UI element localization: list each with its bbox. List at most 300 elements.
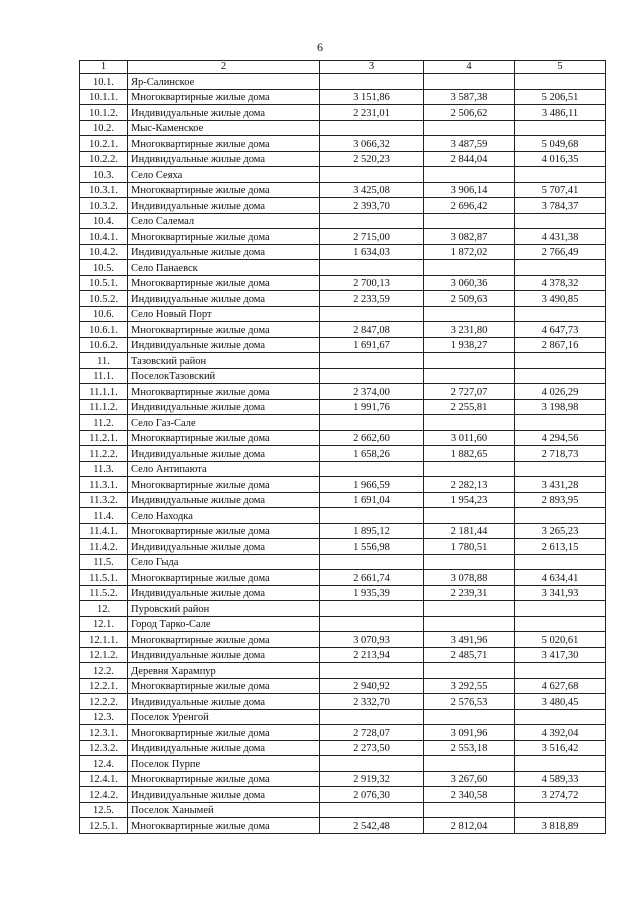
row-code: 10.5. — [80, 260, 128, 276]
value-col-4: 2 553,18 — [424, 740, 515, 756]
row-name: Село Находка — [128, 508, 320, 524]
table-row — [80, 818, 606, 834]
value-col-4: 3 231,80 — [424, 322, 515, 338]
row-name: Село Новый Порт — [128, 306, 320, 322]
value-col-5: 4 378,32 — [515, 275, 606, 291]
row-name: Город Тарко-Сале — [128, 616, 320, 632]
row-name: Село Гыда — [128, 554, 320, 570]
row-code: 10.2.2. — [80, 151, 128, 167]
value-col-3 — [320, 663, 424, 679]
value-col-5: 3 198,98 — [515, 399, 606, 415]
table-row — [80, 492, 606, 508]
value-col-3 — [320, 368, 424, 384]
price-table — [79, 60, 606, 834]
value-col-4 — [424, 601, 515, 617]
table-row — [80, 632, 606, 648]
row-name: Пуровский район — [128, 601, 320, 617]
value-col-4: 2 509,63 — [424, 291, 515, 307]
row-code: 11.3.1. — [80, 477, 128, 493]
row-name: Поселок Уренгой — [128, 709, 320, 725]
table-row — [80, 182, 606, 198]
table-row — [80, 213, 606, 229]
value-col-4: 3 078,88 — [424, 570, 515, 586]
value-col-3 — [320, 260, 424, 276]
row-name: Индивидуальные жилые дома — [128, 337, 320, 353]
value-col-4: 2 181,44 — [424, 523, 515, 539]
value-col-3: 2 919,32 — [320, 771, 424, 787]
row-name: Многоквартирные жилые дома — [128, 818, 320, 834]
row-name: Яр-Салинское — [128, 74, 320, 90]
row-name: Село Салемал — [128, 213, 320, 229]
value-col-4: 2 485,71 — [424, 647, 515, 663]
row-name: Индивидуальные жилые дома — [128, 446, 320, 462]
row-code: 11.2.1. — [80, 430, 128, 446]
value-col-3 — [320, 306, 424, 322]
row-code: 10.5.2. — [80, 291, 128, 307]
row-code: 12.5. — [80, 802, 128, 818]
value-col-4: 3 487,59 — [424, 136, 515, 152]
row-name: Село Панаевск — [128, 260, 320, 276]
value-col-3 — [320, 353, 424, 369]
table-row — [80, 461, 606, 477]
table-row — [80, 322, 606, 338]
page-number: 6 — [317, 40, 323, 54]
row-code: 11.2.2. — [80, 446, 128, 462]
row-code: 12.4.2. — [80, 787, 128, 803]
value-col-4 — [424, 167, 515, 183]
row-code: 10.4.2. — [80, 244, 128, 260]
row-name: Многоквартирные жилые дома — [128, 725, 320, 741]
table-row — [80, 260, 606, 276]
value-col-4 — [424, 802, 515, 818]
value-col-3 — [320, 415, 424, 431]
row-code: 12. — [80, 601, 128, 617]
table-row — [80, 585, 606, 601]
table-row — [80, 89, 606, 105]
value-col-5 — [515, 260, 606, 276]
value-col-4 — [424, 616, 515, 632]
value-col-3: 1 691,67 — [320, 337, 424, 353]
value-col-4: 3 292,55 — [424, 678, 515, 694]
value-col-3: 2 715,00 — [320, 229, 424, 245]
row-code: 11.1.1. — [80, 384, 128, 400]
row-name: Многоквартирные жилые дома — [128, 771, 320, 787]
value-col-3: 2 542,48 — [320, 818, 424, 834]
value-col-3 — [320, 508, 424, 524]
value-col-5: 2 613,15 — [515, 539, 606, 555]
value-col-4: 3 091,96 — [424, 725, 515, 741]
row-name: Индивидуальные жилые дома — [128, 539, 320, 555]
value-col-5 — [515, 709, 606, 725]
value-col-4 — [424, 213, 515, 229]
row-code: 12.1.2. — [80, 647, 128, 663]
value-col-5 — [515, 353, 606, 369]
value-col-4: 1 938,27 — [424, 337, 515, 353]
value-col-4: 2 812,04 — [424, 818, 515, 834]
table-row — [80, 539, 606, 555]
value-col-4: 3 060,36 — [424, 275, 515, 291]
row-name: Поселок Ханымей — [128, 802, 320, 818]
table-row — [80, 802, 606, 818]
table-row — [80, 384, 606, 400]
value-col-3: 2 847,08 — [320, 322, 424, 338]
row-code: 11.4.1. — [80, 523, 128, 539]
value-col-4: 2 239,31 — [424, 585, 515, 601]
table-row — [80, 198, 606, 214]
table-row — [80, 647, 606, 663]
value-col-4: 3 906,14 — [424, 182, 515, 198]
value-col-3: 1 556,98 — [320, 539, 424, 555]
row-name: Индивидуальные жилые дома — [128, 647, 320, 663]
row-code: 11.5.2. — [80, 585, 128, 601]
value-col-5: 2 766,49 — [515, 244, 606, 260]
value-col-4: 2 282,13 — [424, 477, 515, 493]
value-col-4: 2 696,42 — [424, 198, 515, 214]
row-code: 12.1.1. — [80, 632, 128, 648]
value-col-3: 2 393,70 — [320, 198, 424, 214]
value-col-3 — [320, 213, 424, 229]
value-col-5: 4 634,41 — [515, 570, 606, 586]
value-col-3 — [320, 167, 424, 183]
value-col-5: 4 589,33 — [515, 771, 606, 787]
value-col-3: 2 662,60 — [320, 430, 424, 446]
row-name: Тазовский район — [128, 353, 320, 369]
table-row — [80, 353, 606, 369]
value-col-4: 3 011,60 — [424, 430, 515, 446]
row-name: Многоквартирные жилые дома — [128, 229, 320, 245]
value-col-3: 3 070,93 — [320, 632, 424, 648]
row-code: 11.1.2. — [80, 399, 128, 415]
table-row — [80, 725, 606, 741]
value-col-5: 2 718,73 — [515, 446, 606, 462]
row-code: 11.4.2. — [80, 539, 128, 555]
value-col-3: 2 332,70 — [320, 694, 424, 710]
value-col-4 — [424, 554, 515, 570]
row-name: Многоквартирные жилые дома — [128, 678, 320, 694]
row-code: 10.1.1. — [80, 89, 128, 105]
row-name: Многоквартирные жилые дома — [128, 384, 320, 400]
row-code: 12.3.2. — [80, 740, 128, 756]
value-col-4 — [424, 709, 515, 725]
row-name: Село Сеяха — [128, 167, 320, 183]
row-name: Многоквартирные жилые дома — [128, 322, 320, 338]
row-name: Индивидуальные жилые дома — [128, 291, 320, 307]
row-name: Многоквартирные жилые дома — [128, 136, 320, 152]
row-name: Село Антипаюта — [128, 461, 320, 477]
header-cell: 5 — [515, 61, 606, 74]
row-code: 12.2.2. — [80, 694, 128, 710]
row-name: Индивидуальные жилые дома — [128, 787, 320, 803]
value-col-3: 2 213,94 — [320, 647, 424, 663]
value-col-3: 2 374,00 — [320, 384, 424, 400]
value-col-4 — [424, 74, 515, 90]
row-code: 10.3.2. — [80, 198, 128, 214]
row-code: 11.2. — [80, 415, 128, 431]
row-code: 11.5. — [80, 554, 128, 570]
row-name: Многоквартирные жилые дома — [128, 275, 320, 291]
value-col-3: 2 728,07 — [320, 725, 424, 741]
value-col-5: 4 392,04 — [515, 725, 606, 741]
value-col-4: 1 872,02 — [424, 244, 515, 260]
row-code: 10.4.1. — [80, 229, 128, 245]
value-col-5 — [515, 415, 606, 431]
value-col-3 — [320, 616, 424, 632]
row-code: 12.4.1. — [80, 771, 128, 787]
row-name: Индивидуальные жилые дома — [128, 105, 320, 121]
row-code: 10.6.1. — [80, 322, 128, 338]
value-col-3: 1 691,04 — [320, 492, 424, 508]
table-row — [80, 368, 606, 384]
value-col-5 — [515, 601, 606, 617]
value-col-3 — [320, 802, 424, 818]
value-col-4: 1 882,65 — [424, 446, 515, 462]
value-col-3 — [320, 554, 424, 570]
value-col-5: 4 627,68 — [515, 678, 606, 694]
table-row — [80, 508, 606, 524]
value-col-4 — [424, 415, 515, 431]
row-name: Индивидуальные жилые дома — [128, 399, 320, 415]
value-col-4: 3 491,96 — [424, 632, 515, 648]
table-row — [80, 337, 606, 353]
table-row — [80, 601, 606, 617]
value-col-4: 2 844,04 — [424, 151, 515, 167]
value-col-5 — [515, 306, 606, 322]
table-row — [80, 787, 606, 803]
table-row — [80, 709, 606, 725]
value-col-4: 3 267,60 — [424, 771, 515, 787]
table-row — [80, 306, 606, 322]
row-name: Многоквартирные жилые дома — [128, 523, 320, 539]
table-row — [80, 74, 606, 90]
value-col-4 — [424, 461, 515, 477]
value-col-4: 2 340,58 — [424, 787, 515, 803]
value-col-5 — [515, 616, 606, 632]
header-cell: 1 — [80, 61, 128, 74]
value-col-5: 3 341,93 — [515, 585, 606, 601]
value-col-5: 3 516,42 — [515, 740, 606, 756]
row-code: 12.3. — [80, 709, 128, 725]
value-col-5: 4 294,56 — [515, 430, 606, 446]
row-code: 10.5.1. — [80, 275, 128, 291]
table-row — [80, 523, 606, 539]
row-name: Поселок Пурпе — [128, 756, 320, 772]
value-col-3 — [320, 756, 424, 772]
row-code: 10.1.2. — [80, 105, 128, 121]
row-name: Многоквартирные жилые дома — [128, 182, 320, 198]
value-col-4 — [424, 306, 515, 322]
value-col-3 — [320, 709, 424, 725]
value-col-4: 2 255,81 — [424, 399, 515, 415]
row-code: 12.5.1. — [80, 818, 128, 834]
table-row — [80, 477, 606, 493]
value-col-4: 2 727,07 — [424, 384, 515, 400]
value-col-4: 3 082,87 — [424, 229, 515, 245]
table-row — [80, 105, 606, 121]
table-row — [80, 229, 606, 245]
row-name: Многоквартирные жилые дома — [128, 570, 320, 586]
value-col-4 — [424, 353, 515, 369]
value-col-5: 4 016,35 — [515, 151, 606, 167]
value-col-5: 4 026,29 — [515, 384, 606, 400]
row-code: 12.4. — [80, 756, 128, 772]
row-code: 11.3.2. — [80, 492, 128, 508]
row-name: Многоквартирные жилые дома — [128, 632, 320, 648]
row-name: Индивидуальные жилые дома — [128, 198, 320, 214]
value-col-3: 2 233,59 — [320, 291, 424, 307]
value-col-5 — [515, 74, 606, 90]
value-col-4 — [424, 756, 515, 772]
table-row — [80, 415, 606, 431]
row-code: 12.1. — [80, 616, 128, 632]
value-col-5: 5 020,61 — [515, 632, 606, 648]
value-col-5: 5 707,41 — [515, 182, 606, 198]
value-col-4 — [424, 260, 515, 276]
value-col-3: 3 151,86 — [320, 89, 424, 105]
row-code: 12.2. — [80, 663, 128, 679]
table-row — [80, 756, 606, 772]
value-col-3: 2 700,13 — [320, 275, 424, 291]
table-row — [80, 694, 606, 710]
table-row — [80, 136, 606, 152]
table-row — [80, 616, 606, 632]
row-code: 10.2.1. — [80, 136, 128, 152]
value-col-4 — [424, 368, 515, 384]
table-row — [80, 244, 606, 260]
row-name: Село Газ-Сале — [128, 415, 320, 431]
table-row — [80, 570, 606, 586]
value-col-3: 1 935,39 — [320, 585, 424, 601]
value-col-3: 2 661,74 — [320, 570, 424, 586]
row-code: 10.1. — [80, 74, 128, 90]
value-col-3: 1 658,26 — [320, 446, 424, 462]
value-col-5: 5 049,68 — [515, 136, 606, 152]
value-col-4: 1 954,23 — [424, 492, 515, 508]
row-name: ПоселокТазовский — [128, 368, 320, 384]
row-code: 10.3. — [80, 167, 128, 183]
value-col-3: 1 966,59 — [320, 477, 424, 493]
row-name: Индивидуальные жилые дома — [128, 585, 320, 601]
value-col-3: 1 991,76 — [320, 399, 424, 415]
table-row — [80, 554, 606, 570]
table-row — [80, 430, 606, 446]
value-col-4 — [424, 663, 515, 679]
value-col-3 — [320, 461, 424, 477]
value-col-4: 2 576,53 — [424, 694, 515, 710]
row-name: Индивидуальные жилые дома — [128, 492, 320, 508]
table-row — [80, 678, 606, 694]
row-code: 11.1. — [80, 368, 128, 384]
value-col-5: 3 490,85 — [515, 291, 606, 307]
value-col-5 — [515, 663, 606, 679]
value-col-5: 5 206,51 — [515, 89, 606, 105]
value-col-5 — [515, 508, 606, 524]
row-name: Многоквартирные жилые дома — [128, 430, 320, 446]
value-col-4: 3 587,38 — [424, 89, 515, 105]
value-col-3: 2 076,30 — [320, 787, 424, 803]
row-name: Индивидуальные жилые дома — [128, 694, 320, 710]
value-col-5: 3 431,28 — [515, 477, 606, 493]
value-col-5: 3 486,11 — [515, 105, 606, 121]
value-col-3: 1 895,12 — [320, 523, 424, 539]
value-col-5 — [515, 756, 606, 772]
value-col-5: 4 647,73 — [515, 322, 606, 338]
value-col-4: 1 780,51 — [424, 539, 515, 555]
value-col-5 — [515, 167, 606, 183]
table-row — [80, 151, 606, 167]
row-name: Многоквартирные жилые дома — [128, 89, 320, 105]
value-col-3: 2 520,23 — [320, 151, 424, 167]
value-col-5 — [515, 120, 606, 136]
row-code: 12.3.1. — [80, 725, 128, 741]
row-code: 11.4. — [80, 508, 128, 524]
value-col-3: 2 231,01 — [320, 105, 424, 121]
value-col-5: 4 431,38 — [515, 229, 606, 245]
table-row — [80, 771, 606, 787]
table-row — [80, 740, 606, 756]
row-code: 10.3.1. — [80, 182, 128, 198]
table-row — [80, 291, 606, 307]
value-col-3: 1 634,03 — [320, 244, 424, 260]
value-col-3: 3 066,32 — [320, 136, 424, 152]
value-col-3 — [320, 120, 424, 136]
table-row — [80, 399, 606, 415]
row-code: 10.6.2. — [80, 337, 128, 353]
value-col-5 — [515, 368, 606, 384]
row-name: Деревня Харампур — [128, 663, 320, 679]
value-col-4 — [424, 508, 515, 524]
table-header-row — [80, 61, 606, 74]
row-code: 11.5.1. — [80, 570, 128, 586]
value-col-5: 3 417,30 — [515, 647, 606, 663]
value-col-4: 2 506,62 — [424, 105, 515, 121]
row-code: 10.2. — [80, 120, 128, 136]
row-name: Индивидуальные жилые дома — [128, 740, 320, 756]
value-col-5: 3 274,72 — [515, 787, 606, 803]
value-col-5 — [515, 213, 606, 229]
value-col-5: 3 818,89 — [515, 818, 606, 834]
value-col-3: 2 940,92 — [320, 678, 424, 694]
header-cell: 2 — [128, 61, 320, 74]
value-col-3 — [320, 601, 424, 617]
table-row — [80, 167, 606, 183]
value-col-3: 2 273,50 — [320, 740, 424, 756]
row-name: Индивидуальные жилые дома — [128, 151, 320, 167]
value-col-5: 2 893,95 — [515, 492, 606, 508]
row-code: 12.2.1. — [80, 678, 128, 694]
value-col-5: 2 867,16 — [515, 337, 606, 353]
value-col-5: 3 480,45 — [515, 694, 606, 710]
value-col-5 — [515, 554, 606, 570]
row-name: Индивидуальные жилые дома — [128, 244, 320, 260]
row-name: Мыс-Каменское — [128, 120, 320, 136]
row-code: 11. — [80, 353, 128, 369]
value-col-5 — [515, 802, 606, 818]
table-row — [80, 275, 606, 291]
table-row — [80, 663, 606, 679]
value-col-5: 3 265,23 — [515, 523, 606, 539]
row-code: 10.6. — [80, 306, 128, 322]
row-code: 11.3. — [80, 461, 128, 477]
header-cell: 4 — [424, 61, 515, 74]
header-cell: 3 — [320, 61, 424, 74]
row-name: Многоквартирные жилые дома — [128, 477, 320, 493]
table-row — [80, 446, 606, 462]
value-col-3: 3 425,08 — [320, 182, 424, 198]
value-col-5: 3 784,37 — [515, 198, 606, 214]
table-row — [80, 120, 606, 136]
row-code: 10.4. — [80, 213, 128, 229]
value-col-3 — [320, 74, 424, 90]
